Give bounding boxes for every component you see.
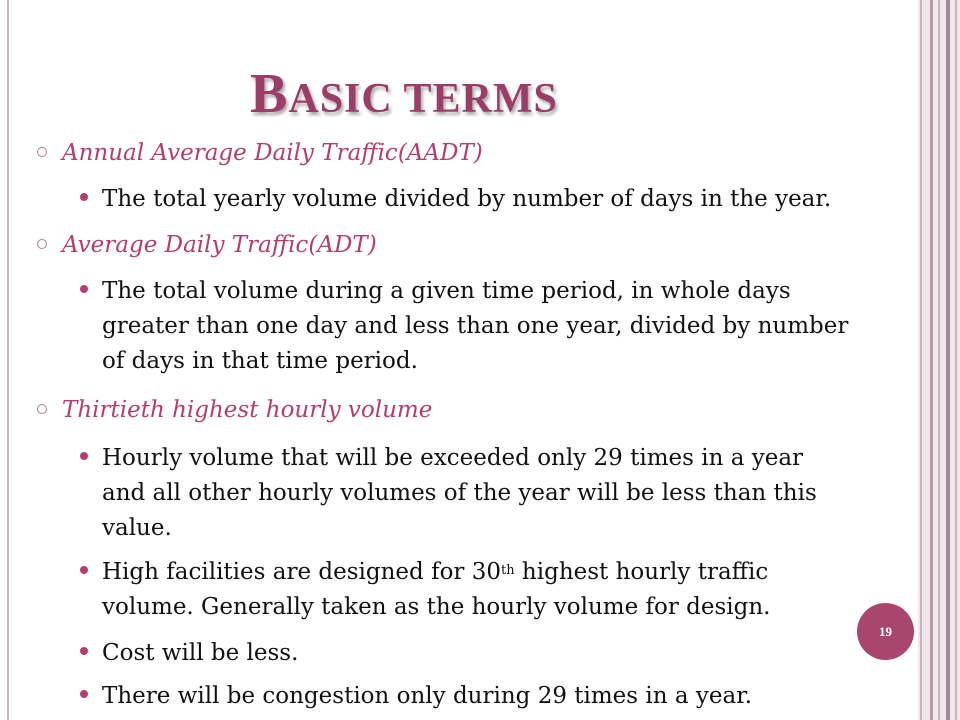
- bullet-dot-icon: [80, 566, 88, 574]
- bullet-dot-icon: [80, 690, 88, 698]
- heading-adt: Average Daily Traffic(ADT): [62, 232, 377, 258]
- thirtieth-definition-line-3: value.: [102, 515, 172, 541]
- adt-definition-line-1: The total volume during a given time period, in whole days: [102, 278, 791, 304]
- page-number-badge: 19: [857, 603, 914, 660]
- adt-definition-line-2: greater than one day and less than one year, divided by number: [102, 313, 849, 339]
- bullet-dot-icon: [80, 647, 88, 655]
- left-border-line: [7, 0, 9, 720]
- heading-aadt: Annual Average Daily Traffic(AADT): [62, 140, 483, 166]
- heading-bullet-icon: [37, 147, 47, 157]
- title-initial: B: [250, 63, 289, 125]
- congestion-note: There will be congestion only during 29 times in a year.: [102, 683, 753, 709]
- heading-thirtieth: Thirtieth highest hourly volume: [62, 397, 433, 423]
- design-volume-line-1: High facilities are designed for 30th highest hourly traffic: [102, 559, 769, 585]
- bullet-dot-icon: [80, 285, 88, 293]
- cost-note: Cost will be less.: [102, 640, 299, 666]
- bullet-dot-icon: [80, 193, 88, 201]
- title-rest: ASIC TERMS: [288, 76, 558, 122]
- slide-title: [250, 62, 650, 132]
- heading-bullet-icon: [37, 239, 47, 249]
- design-volume-line-2: volume. Generally taken as the hourly volume for design.: [102, 594, 771, 620]
- ordinal-suffix: th: [501, 563, 515, 578]
- aadt-definition: The total yearly volume divided by number of days in the year.: [102, 186, 832, 212]
- thirtieth-definition-line-1: Hourly volume that will be exceeded only 29 times in a year: [102, 445, 804, 471]
- adt-definition-line-3: of days in that time period.: [102, 348, 418, 374]
- heading-bullet-icon: [37, 404, 47, 414]
- bullet-dot-icon: [80, 452, 88, 460]
- thirtieth-definition-line-2: and all other hourly volumes of the year will be less than this: [102, 480, 817, 506]
